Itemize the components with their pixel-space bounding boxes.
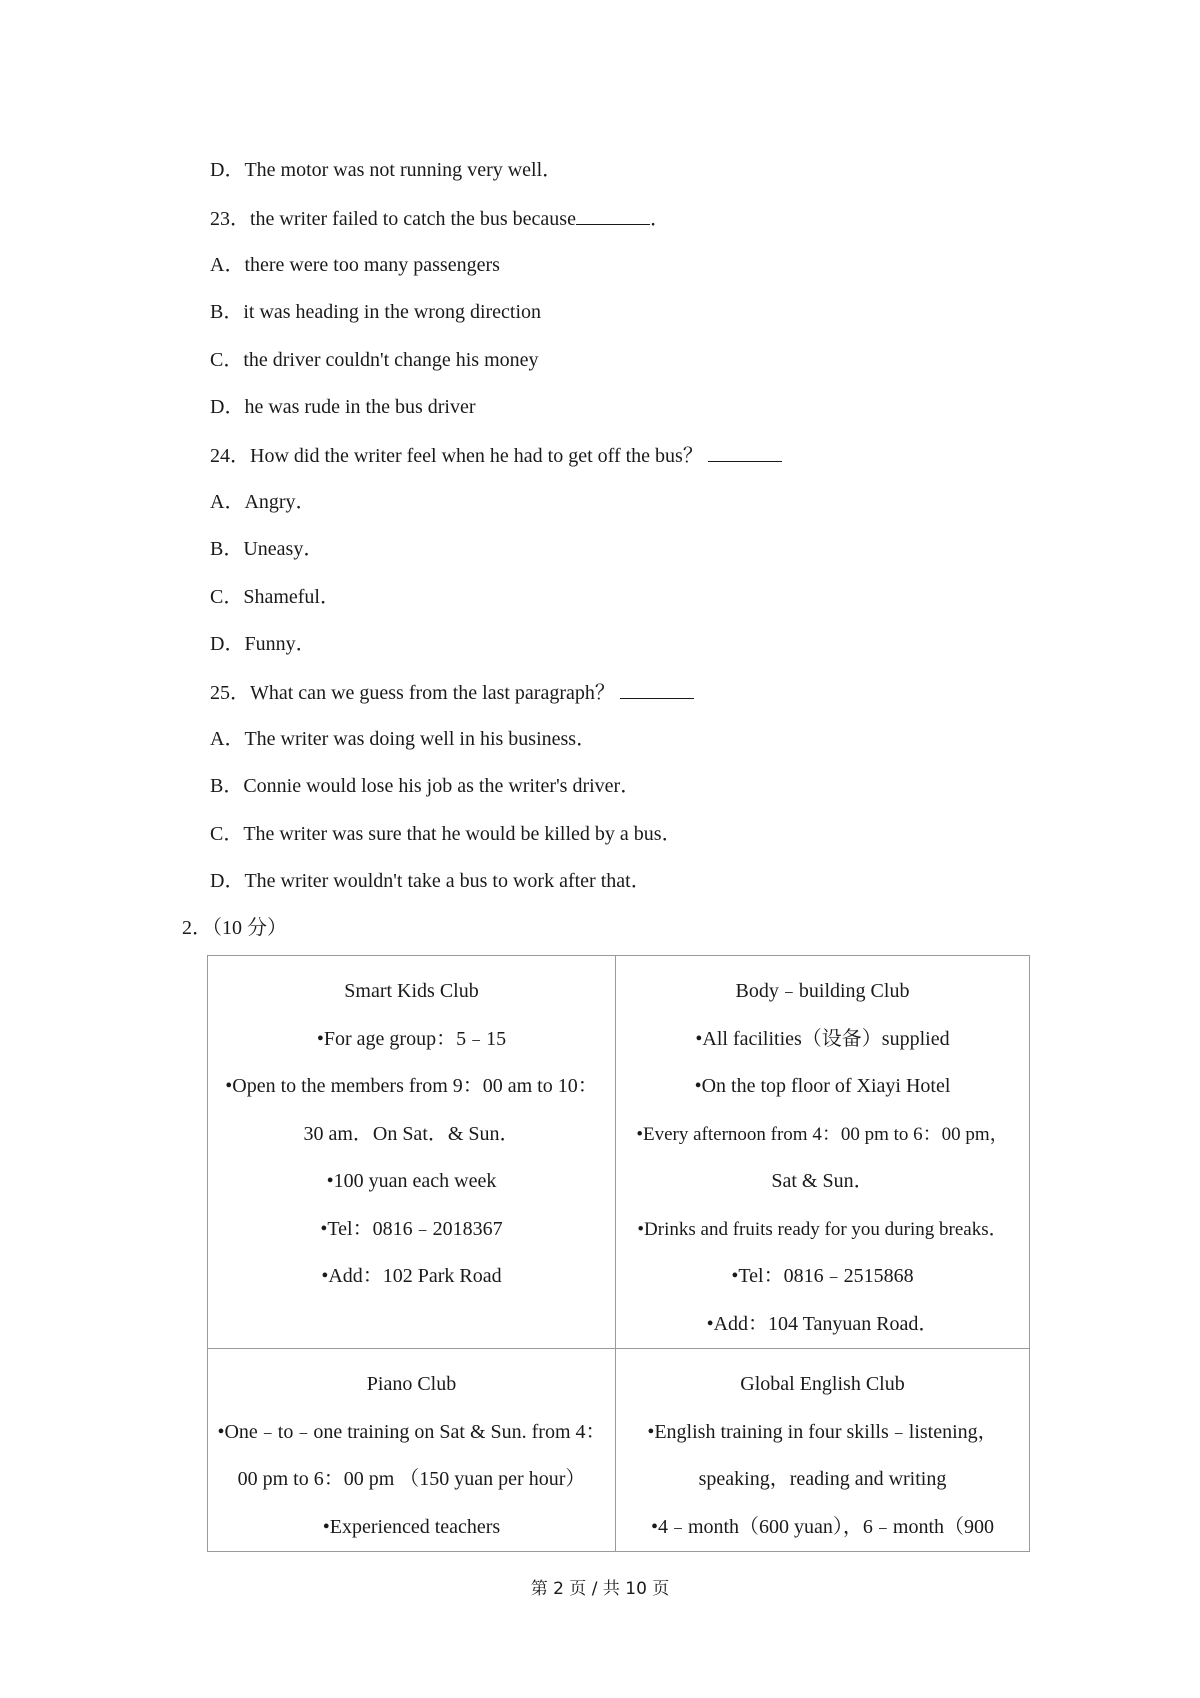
q24-option-c: C．Shameful． (210, 586, 340, 608)
club-info-line: •On the top floor of Xiayi Hotel (694, 1075, 951, 1097)
q24-option-a: A．Angry． (210, 491, 316, 513)
clubs-table (207, 955, 1030, 1552)
q23-option-d: D．he was rude in the bus driver (210, 396, 476, 418)
q24-option-d: D．Funny． (210, 633, 316, 655)
club-info-line: speaking，reading and writing (698, 1468, 947, 1490)
q25-option-b: B．Connie would lose his job as the writer's driver． (210, 775, 641, 797)
club-info-line: Sat & Sun． (771, 1170, 874, 1192)
club-info-line: •Experienced teachers (322, 1515, 501, 1538)
q23-option-b: B．it was heading in the wrong direction (210, 301, 542, 323)
club-info-line: •100 yuan each week (326, 1170, 497, 1192)
club-info-line: •4﹣month（600 yuan），6﹣month（900 (650, 1515, 995, 1538)
q23-option-a: A．there were too many passengers (210, 254, 500, 276)
q23-end: ． (649, 208, 670, 230)
q23-option-c: C．the driver couldn't change his money (210, 349, 539, 371)
q24-text: 24．How did the writer feel when he had to get off the bus？ (210, 445, 703, 467)
club-info-line: •One﹣to﹣one training on Sat & Sun. from 4： (217, 1420, 606, 1443)
q25-option-a: A．The writer was doing well in his business． (210, 728, 597, 750)
club-info-line: •All facilities（设备）supplied (695, 1027, 950, 1050)
answer-blank[interactable] (576, 206, 650, 225)
club-info-line: •Drinks and fruits ready for you during breaks． (637, 1218, 1008, 1240)
body-building-club-cell (616, 956, 1030, 1349)
q24-stem (210, 443, 782, 468)
club-info-line: •Add：102 Park Road (321, 1265, 502, 1287)
club-info-line: 30 am．On Sat．& Sun． (303, 1122, 520, 1145)
q24-option-b: B．Uneasy． (210, 538, 324, 560)
answer-blank[interactable] (708, 443, 782, 462)
q25-option-c: C．The writer was sure that he would be killed by a bus． (210, 823, 682, 845)
club-title: Body﹣building Club (735, 980, 910, 1002)
q25-text: 25．What can we guess from the last paragraph？ (210, 682, 615, 704)
section-2-header: 2．（10 分） (182, 917, 287, 939)
club-info-line: •Every afternoon from 4：00 pm to 6：00 pm， (636, 1123, 1009, 1145)
club-info-line: 00 pm to 6：00 pm （150 yuan per hour） (237, 1468, 586, 1490)
smart-kids-club-cell (208, 956, 616, 1349)
piano-club-cell (208, 1349, 616, 1552)
q25-stem (210, 680, 694, 705)
page-number-footer: 第 2 页 / 共 10 页 (530, 1579, 670, 1599)
club-info-line: •Tel：0816﹣2515868 (731, 1265, 914, 1287)
club-info-line: •Open to the members from 9：00 am to 10： (225, 1075, 598, 1097)
club-title: Global English Club (740, 1373, 905, 1395)
answer-blank[interactable] (620, 680, 694, 699)
q23-stem (210, 206, 670, 231)
club-info-line: •Add：104 Tanyuan Road． (706, 1312, 939, 1335)
q22-option-d: D．The motor was not running very well． (210, 159, 563, 181)
global-english-club-cell (616, 1349, 1030, 1552)
club-info-line: •For age group：5﹣15 (316, 1027, 507, 1050)
club-info-line: •English training in four skills﹣listening， (647, 1420, 998, 1443)
club-title: Piano Club (366, 1373, 457, 1395)
q25-option-d: D．The writer wouldn't take a bus to work after that． (210, 870, 651, 892)
club-title: Smart Kids Club (344, 980, 479, 1002)
club-info-line: •Tel：0816﹣2018367 (320, 1217, 503, 1240)
q23-text: 23．the writer failed to catch the bus because (210, 208, 576, 230)
